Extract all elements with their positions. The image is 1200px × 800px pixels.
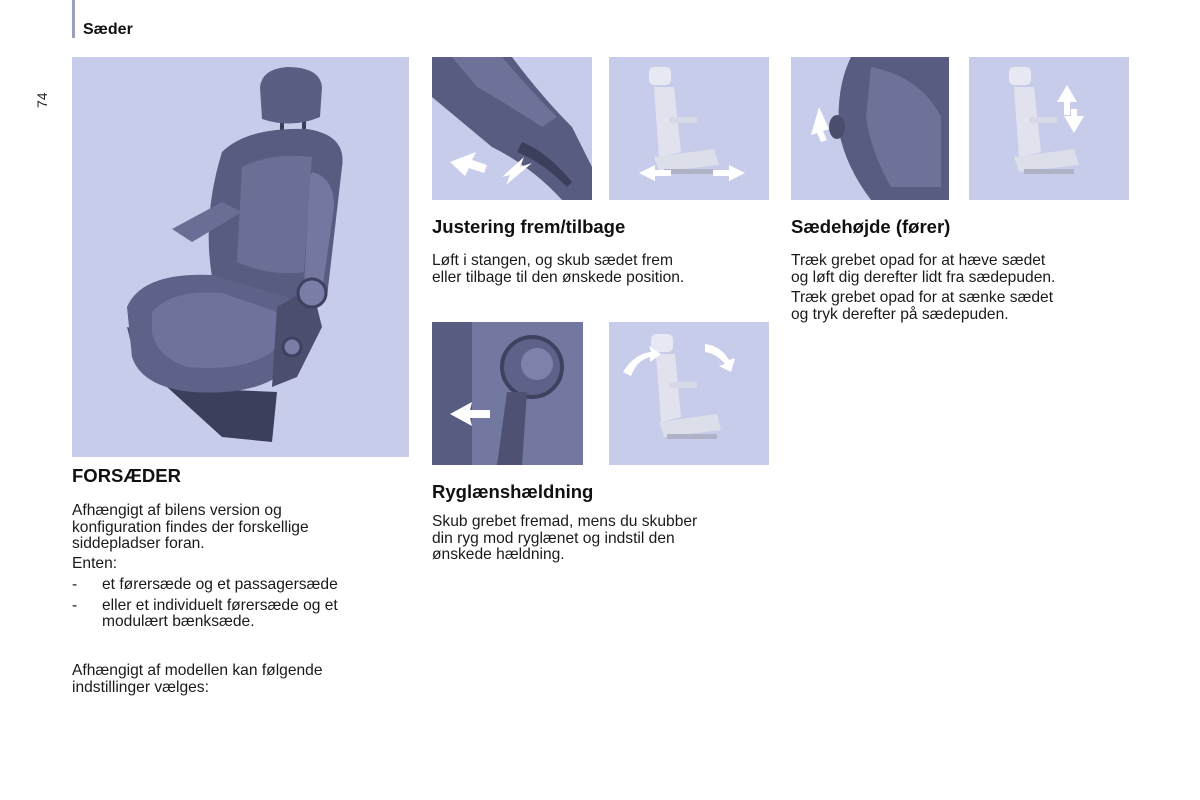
settings-intro-paragraph: Afhængigt af modellen kan følgende indstillinger vælges:	[72, 662, 323, 696]
either-label: Enten:	[72, 555, 118, 572]
raise-seat-text: Træk grebet opad for at hæve sædet og løft dig derefter lidt fra sædepuden.	[791, 252, 1056, 286]
front-seat-drawing	[72, 57, 409, 457]
fore-aft-seat-diagram	[609, 57, 769, 200]
front-seats-heading: FORSÆDER	[72, 465, 181, 486]
list-item: - et førersæde og et passagersæde	[72, 576, 338, 593]
fore-aft-text: Løft i stangen, og skub sædet frem eller tilbage til den ønskede position.	[432, 252, 685, 286]
height-lever-closeup	[791, 57, 949, 200]
recline-seat-diagram	[609, 322, 769, 465]
recline-knob-shape	[298, 279, 326, 307]
front-seat-illustration	[72, 57, 409, 457]
recline-knob-closeup	[432, 322, 583, 465]
arrow-recline-back-icon	[623, 346, 661, 376]
fore-aft-lever-closeup	[432, 57, 592, 200]
recline-text: Skub grebet fremad, mens du skubber din ryg mod ryglænet og indstil den ønskede hældning.	[432, 513, 698, 563]
page-number: 74	[34, 92, 50, 108]
seat-base-shape	[167, 387, 277, 442]
section-title: Sæder	[83, 21, 133, 38]
arrow-recline-forward-icon	[705, 344, 735, 372]
height-seat-diagram	[969, 57, 1129, 200]
recline-heading: Ryglænshældning	[432, 481, 594, 502]
arrow-forward-icon	[713, 165, 745, 181]
headrest-shape	[260, 67, 322, 124]
lower-seat-text: Træk grebet opad for at sænke sædet og tryk derefter på sædepuden.	[791, 289, 1054, 323]
seat-options-list	[72, 577, 412, 635]
arrow-left-icon	[450, 152, 487, 176]
fore-aft-heading: Justering frem/tilbage	[432, 216, 626, 237]
arrow-up-icon	[811, 107, 829, 142]
intro-paragraph: Afhængigt af bilens version og konfiguration findes der forskellige siddepladser foran.	[72, 502, 309, 552]
section-tab-marker	[72, 0, 75, 38]
list-item: - eller et individuelt førersæde og et modulært bænksæde.	[72, 596, 338, 630]
seat-height-heading: Sædehøjde (fører)	[791, 216, 951, 237]
